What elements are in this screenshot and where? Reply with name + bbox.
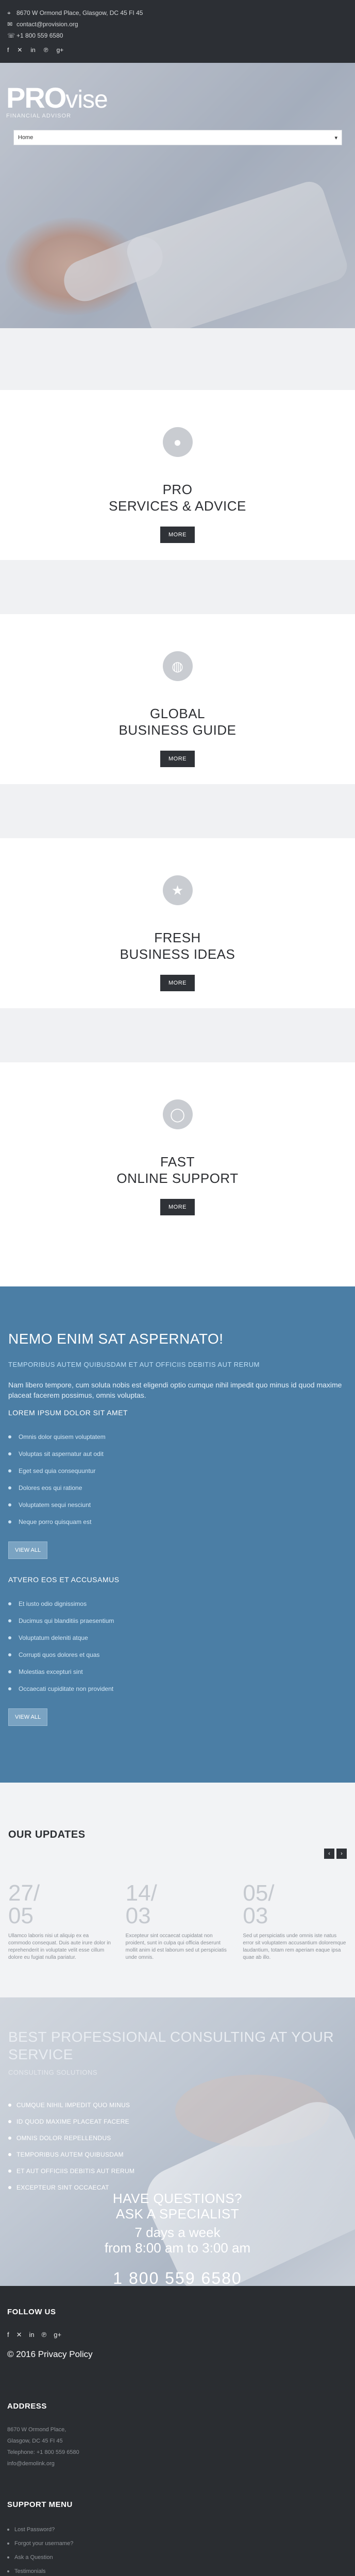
list-item: Omnis dolor quisem voluptatem	[8, 1428, 347, 1445]
about-list-2	[8, 1595, 347, 1697]
list-item: Voluptas sit aspernatur aut odit	[8, 1445, 347, 1462]
service-title-line2: SERVICES & ADVICE	[109, 498, 246, 514]
list-item: Dolores eos qui ratione	[8, 1479, 347, 1496]
cta-phone[interactable]: 1 800 559 6580	[113, 2269, 242, 2286]
list-item: Eget sed quia consequuntur	[8, 1462, 347, 1479]
service-title-line1: FRESH	[154, 930, 201, 945]
service-card-pro	[0, 390, 355, 560]
phone-icon: ☏	[7, 32, 15, 39]
cta-hours-time: from 8:00 am to 3:00 am	[104, 2240, 251, 2256]
service-card-global	[0, 614, 355, 784]
consulting-subtitle: CONSULTING SOLUTIONS	[8, 2069, 98, 2076]
bullet-icon	[8, 1435, 11, 1438]
post-text: Ullamco laboris nisi ut aliquip ex ea commodo consequat. Duis aute irure dolor in reprehenderit in voluptate velit esse cillum dolore eu fugiat nulla pariatur.	[8, 1933, 111, 1960]
top-bar	[0, 0, 355, 63]
globe-icon: ◍	[163, 651, 193, 681]
topbar-address-text: 8670 W Ormond Place, Glasgow, DC 45 FI 45	[16, 9, 143, 16]
support-icon: ◯	[163, 1099, 193, 1129]
service-card-fresh	[0, 838, 355, 1008]
carousel-arrows	[324, 1849, 347, 1859]
support-menu-item[interactable]: Testimonials	[7, 2564, 348, 2576]
address-line: Telephone: +1 800 559 6580	[7, 2449, 79, 2455]
list-item: EXCEPTEUR SINT OCCAECAT	[8, 2179, 347, 2196]
bullet-icon	[7, 2543, 9, 2545]
view-all-button-2[interactable]: VIEW ALL	[8, 1708, 47, 1726]
list-item: CUMQUE NIHIL IMPEDIT QUO MINUS	[8, 2097, 347, 2113]
list-item: Neque porro quisquam est	[8, 1513, 347, 1530]
chevron-down-icon: ▾	[334, 134, 337, 141]
cta-hours-days: 7 days a week	[134, 2225, 221, 2240]
services-section	[0, 328, 355, 1232]
post-date-month: 03	[125, 1903, 151, 1928]
about-paragraph: Nam libero tempore, cum soluta nobis est eligendi optio cumque nihil impedit quo minus id quod maxime placeat facerem possimus, omnis voluptas.	[8, 1381, 342, 1399]
footer-support-menu	[7, 2500, 348, 2576]
bullet-icon	[8, 1486, 11, 1489]
about-section	[0, 1286, 355, 1783]
person-icon: ●	[163, 427, 193, 457]
nav-select-value: Home	[18, 134, 33, 141]
post-date-month: 03	[243, 1903, 268, 1928]
address-line[interactable]: info@demolink.org	[7, 2461, 55, 2467]
star-icon: ★	[163, 875, 193, 905]
facebook-icon[interactable]: f	[7, 2331, 9, 2338]
list-item: Ducimus qui blanditiis praesentium	[8, 1612, 347, 1629]
post-text: Sed ut perspiciatis unde omnis iste natus error sit voluptatem accusantium doloremque laudantium, totam rem aperiam eaque ipsa quae ab illo.	[243, 1933, 346, 1960]
bullet-icon	[8, 1670, 11, 1673]
bullet-icon	[8, 1636, 11, 1639]
support-menu-item[interactable]: Lost Password?	[7, 2522, 348, 2536]
logo-bold: PRO	[6, 81, 66, 114]
linkedin-icon[interactable]: in	[29, 2331, 35, 2338]
pinterest-icon[interactable]: ℗	[43, 46, 48, 54]
service-title-line2: BUSINESS GUIDE	[119, 722, 236, 738]
logo[interactable]	[6, 83, 108, 119]
service-card-support	[0, 1062, 355, 1232]
about-list-1	[8, 1428, 347, 1530]
linkedin-icon[interactable]: in	[30, 46, 36, 54]
about-title: NEMO ENIM SAT ASPERNATO!	[8, 1331, 224, 1347]
list-item: OMNIS DOLOR REPELLENDUS	[8, 2130, 347, 2146]
service-title-line1: GLOBAL	[149, 706, 206, 721]
updates-section	[0, 1783, 355, 1997]
twitter-icon[interactable]: ✕	[17, 46, 23, 54]
post-text: Excepteur sint occaecat cupidatat non proident, sunt in culpa qui officia deserunt mollit anim id est laborum sed ut perspiciatis unde omnis.	[125, 1933, 227, 1960]
post-date-month: 05	[8, 1903, 33, 1928]
post-item[interactable]	[126, 1882, 230, 1961]
bullet-icon	[8, 1469, 11, 1472]
bullet-icon	[8, 1687, 11, 1690]
post-date-day: 27/	[8, 1880, 40, 1906]
more-button[interactable]: MORE	[160, 751, 195, 767]
consulting-title: BEST PROFESSIONAL CONSULTING AT YOUR SERVICE	[8, 2029, 334, 2062]
support-menu-item[interactable]: Ask a Question	[7, 2550, 348, 2564]
bullet-icon	[8, 1653, 11, 1656]
hero	[0, 63, 355, 328]
cta-ask: ASK A SPECIALIST	[115, 2206, 240, 2222]
topbar-email-text[interactable]: contact@provision.org	[16, 21, 78, 28]
list-item: Corrupti quos dolores et quas	[8, 1646, 347, 1663]
footer-address	[7, 2402, 348, 2469]
post-item[interactable]	[243, 1882, 347, 1961]
contact-cta	[0, 2191, 355, 2286]
logo-tagline: FINANCIAL ADVISOR	[6, 113, 72, 119]
service-title-line1: FAST	[160, 1154, 195, 1170]
support-menu-item[interactable]: Forgot your username?	[7, 2536, 348, 2550]
bullet-icon	[8, 1602, 11, 1605]
topbar-address	[7, 7, 348, 19]
more-button[interactable]: MORE	[160, 975, 195, 991]
footer	[0, 2286, 355, 2576]
topbar-social	[7, 46, 348, 54]
address-line: Glasgow, DC 45 FI 45	[7, 2438, 63, 2444]
footer-address-title: ADDRESS	[7, 2402, 47, 2411]
list-item: Voluptatem sequi nesciunt	[8, 1496, 347, 1513]
chevron-left-icon[interactable]: ‹	[324, 1849, 334, 1859]
bullet-icon	[8, 1503, 11, 1506]
cta-question: HAVE QUESTIONS?	[112, 2191, 243, 2206]
topbar-phone-text: +1 800 559 6580	[16, 32, 63, 39]
bullet-icon	[8, 2104, 11, 2107]
about-heading-1: LOREM IPSUM DOLOR SIT AMET	[8, 1409, 128, 1417]
footer-copyright[interactable]: © 2016 Privacy Policy	[7, 2349, 93, 2359]
nav-select[interactable]	[13, 130, 342, 145]
address-line: 8670 W Ormond Place,	[7, 2427, 66, 2433]
service-title-line2: ONLINE SUPPORT	[116, 1171, 239, 1186]
bullet-icon	[8, 2137, 11, 2140]
list-item: TEMPORIBUS AUTEM QUIBUSDAM	[8, 2146, 347, 2163]
more-button[interactable]: MORE	[160, 527, 195, 543]
list-item: Molestias excepturi sint	[8, 1663, 347, 1680]
service-title-line1: PRO	[162, 482, 193, 497]
google-plus-icon[interactable]: g+	[56, 46, 64, 54]
footer-social	[7, 2331, 348, 2339]
footer-follow-title: FOLLOW US	[7, 2308, 56, 2316]
twitter-icon[interactable]: ✕	[16, 2331, 22, 2338]
consulting-list	[8, 2097, 347, 2196]
pinterest-icon[interactable]: ℗	[41, 2331, 47, 2338]
list-item: ID QUOD MAXIME PLACEAT FACERE	[8, 2113, 347, 2130]
bullet-icon	[8, 2120, 11, 2123]
consulting-section	[0, 1997, 355, 2286]
more-button[interactable]: MORE	[160, 1199, 195, 1215]
bullet-icon	[8, 1520, 11, 1523]
post-date-day: 05/	[243, 1880, 275, 1906]
post-item[interactable]	[8, 1882, 112, 1961]
list-item: Occaecati cupiditate non provident	[8, 1680, 347, 1697]
about-heading-2: ATVERO EOS ET ACCUSAMUS	[8, 1575, 120, 1584]
logo-light: vise	[65, 86, 108, 113]
service-title-line2: BUSINESS IDEAS	[120, 946, 235, 962]
bullet-icon	[7, 2529, 9, 2531]
bullet-icon	[7, 2570, 9, 2572]
updates-title: OUR UPDATES	[8, 1829, 86, 1840]
updates-posts	[8, 1882, 347, 1961]
bullet-icon	[7, 2556, 9, 2558]
list-item: Et iusto odio dignissimos	[8, 1595, 347, 1612]
list-item: Voluptatum deleniti atque	[8, 1629, 347, 1646]
envelope-icon: ✉	[7, 21, 13, 28]
bullet-icon	[8, 2186, 11, 2189]
map-marker-icon: ⌖	[7, 9, 11, 16]
view-all-button[interactable]: VIEW ALL	[8, 1541, 47, 1559]
google-plus-icon[interactable]: g+	[54, 2331, 62, 2338]
topbar-email[interactable]	[7, 19, 348, 30]
bullet-icon	[8, 2153, 11, 2156]
bullet-icon	[8, 2170, 11, 2173]
topbar-phone	[7, 30, 348, 41]
post-date-day: 14/	[125, 1880, 157, 1906]
bullet-icon	[8, 1619, 11, 1622]
footer-support-title: SUPPORT MENU	[7, 2500, 73, 2509]
bullet-icon	[8, 1452, 11, 1455]
list-item: ET AUT OFFICIIS DEBITIS AUT RERUM	[8, 2163, 347, 2179]
facebook-icon[interactable]: f	[7, 46, 9, 54]
chevron-right-icon[interactable]: ›	[336, 1849, 347, 1859]
about-subtitle: TEMPORIBUS AUTEM QUIBUSDAM ET AUT OFFICIIS DEBITIS AUT RERUM	[8, 1361, 260, 1368]
